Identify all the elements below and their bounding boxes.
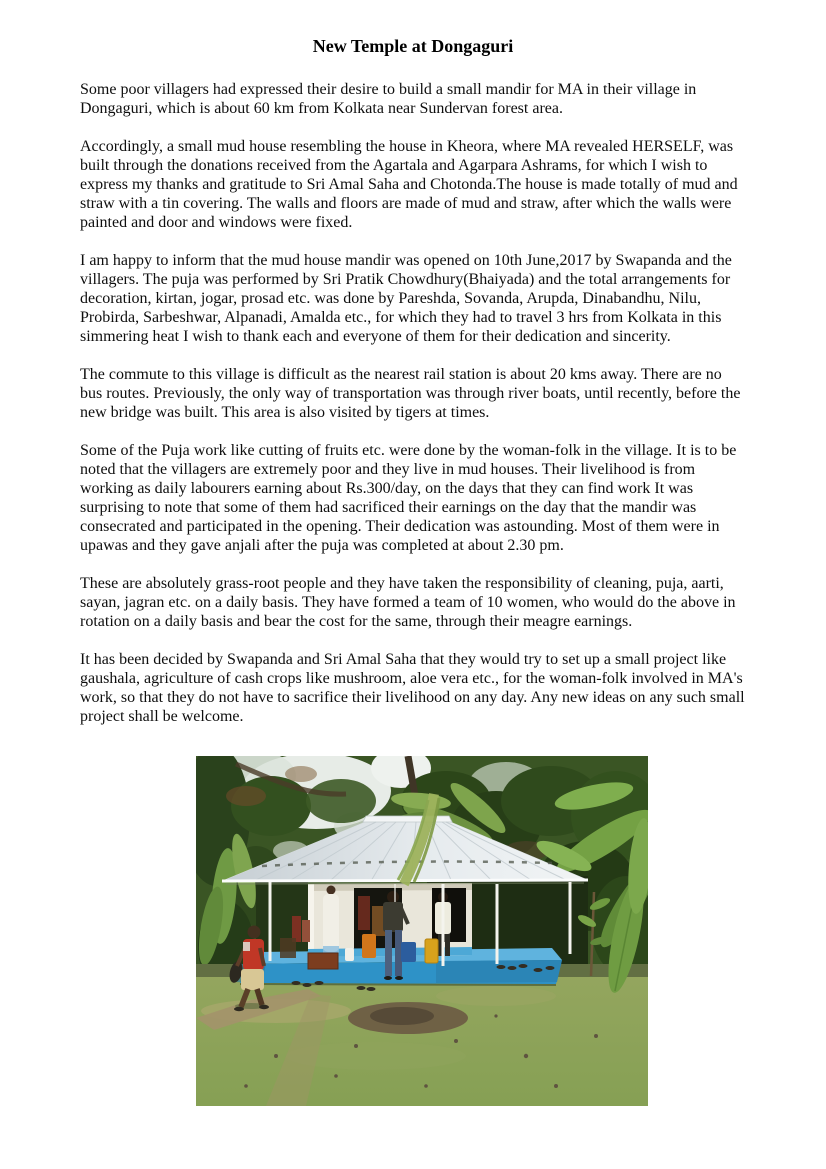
blue-bag [401,942,416,962]
page-title: New Temple at Dongaguri [312,36,514,56]
man-figure [383,902,403,932]
paragraph: I am happy to inform that the mud house mandir was opened on 10th June,2017 by Swapanda and the villagers. The puja was performed by Sri Pratik Chowdhury(Bhaiyada) and the total arrangements for decoration, kirtan, jogar, prosad etc. was done by Pareshda, Sovanda, Arupda, Dinabandhu, Nilu, Probirda, Sarbeshwar, Alpanadi, Amalda etc., for which they had to travel 3 hrs from Kolkata in this simmering heat I wish to thank each and everyone of them for their dedication and sincerity. [80,252,732,345]
orange-bag [362,934,376,958]
wooden-chest [308,953,338,969]
paragraph: The commute to this village is difficult as the nearest rail station is about 20 kms away. There are no bus routes. Previously, the only way of transportation was through river boats, until recently, before the new bridge was built. This area is also visited by tigers at times. [80,366,741,421]
white-jug [345,948,354,961]
temple-photo [196,756,648,1106]
paragraph: It has been decided by Swapanda and Sri Amal Saha that they would try to set up a small project like gaushala, agriculture of cash crops like mushroom, aloe vera etc., for the woman-folk involved in MA's work, so that they do not have to sacrifice their livelihood on any day. Any new ideas on any such small project shall be welcome. [80,651,745,725]
temple-photo-illustration [196,756,648,1106]
paragraph: Accordingly, a small mud house resembling the house in Kheora, where MA revealed HERSELF, was built through the donations received from the Agartala and Agarpara Ashrams, for which I wish to express my thanks and gratitude to Sri Amal Saha and Chotonda.The house is made totally of mud and straw with a tin covering. The walls and floors are made of mud and straw, after which the walls were painted and door and windows were fixed. [80,138,738,231]
white-robed-figure [323,894,339,952]
paragraph: Some of the Puja work like cutting of fruits etc. were done by the woman-folk in the village. It is to be noted that the villagers are extremely poor and they live in mud houses. Their livelihood is from working as daily labourers earning about Rs.300/day, on the days that they can find work It was surprising to note that some of them had sacrificed their earnings on the day that the mandir was consecrated and participated in the opening. Their dedication was astounding. Most of them were in upawas and they gave anjali after the puja was completed at about 2.30 pm. [80,442,737,554]
yellow-bag [425,939,438,963]
paragraph: These are absolutely grass-root people and they have taken the responsibility of cleaning, puja, aarti, sayan, jagran etc. on a daily basis. They have formed a team of 10 women, who would do the above in rotation on a daily basis and bear the cost for the same, through their meagre earnings. [80,575,736,630]
paragraph: Some poor villagers had expressed their desire to build a small mandir for MA in their village in Dongaguri, which is about 60 km from Kolkata near Sundervan forest area. [80,81,697,117]
